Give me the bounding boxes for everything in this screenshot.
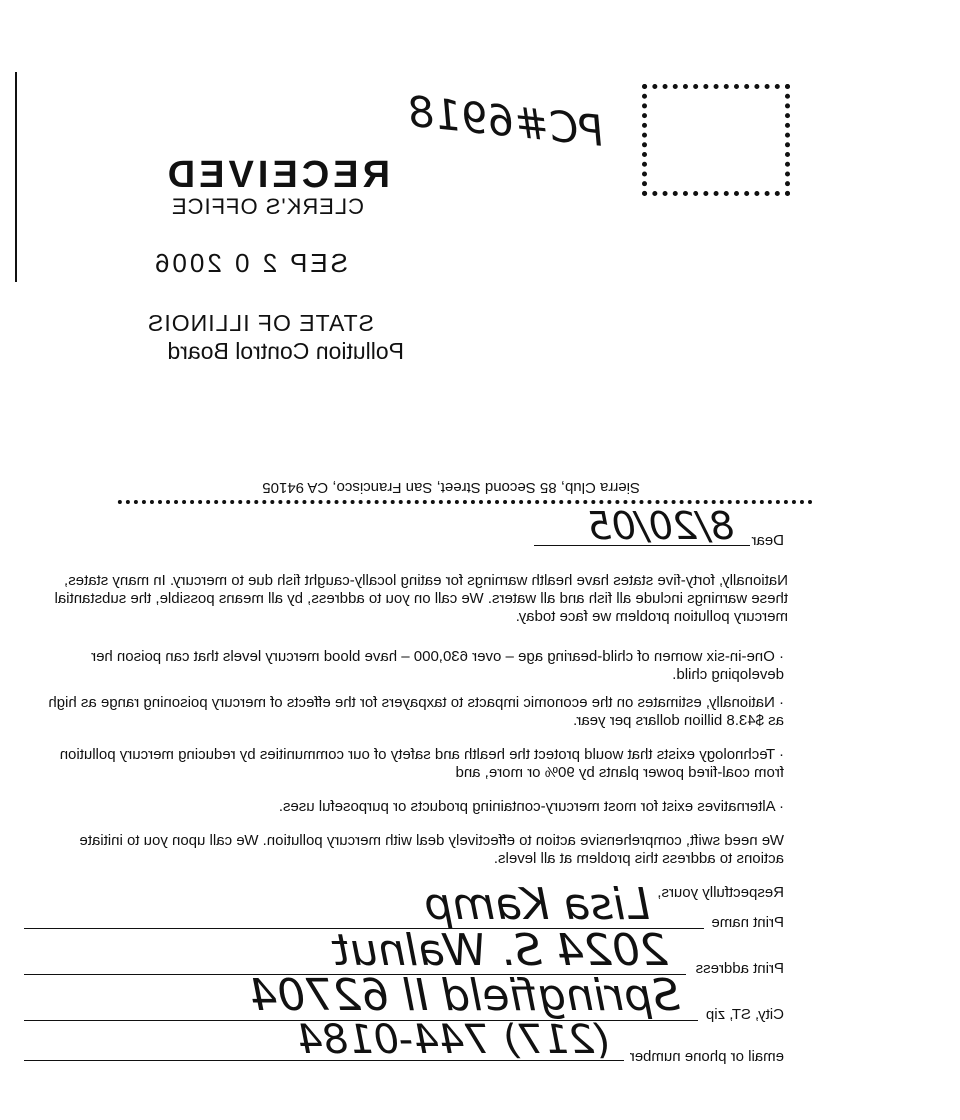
- stamp-state: STATE OF ILLINOIS: [146, 310, 374, 336]
- bullet-one: · One-in-six women of child-bearing age – over 630,000 – have blood mercury levels that can poison her developing child.: [91, 648, 784, 683]
- salutation: Dear: [751, 532, 784, 549]
- stamp-received: RECEIVED: [163, 154, 390, 196]
- sierra-club-address: Sierra Club, 85 Second Street, San Francisco, CA 94105: [262, 479, 640, 496]
- bullet-four: · Alternatives exist for most mercury-containing products or purposeful uses.: [278, 798, 784, 815]
- postage-box: [642, 84, 790, 196]
- handwritten-pc-number: PC#6918: [405, 86, 607, 156]
- handwritten-date: 8/20/05: [587, 504, 734, 548]
- contact-label: email or phone number: [629, 1048, 784, 1065]
- print-name-value[interactable]: Lisa Kamp: [424, 879, 650, 930]
- bullet-two: · Nationally, estimates on the economic impacts to taxpayers for the effects of mercury poisoning range as high as $43.8 billion dollars per year.: [48, 694, 784, 729]
- contact-value[interactable]: (217) 744-0184: [297, 1017, 610, 1063]
- print-address-label: Print address: [695, 960, 784, 977]
- stamp-board: Pollution Control Board: [167, 338, 404, 364]
- city-st-zip-value[interactable]: Springfield Il 62704: [249, 970, 680, 1021]
- stamp-clerks-office: CLERK'S OFFICE: [170, 194, 364, 219]
- closing-paragraph: We need swift, comprehensive action to effectively deal with mercury pollution. We call upon you to initiate actions to address this problem at all levels.: [79, 832, 784, 867]
- stamp-date: SEP 2 0 2006: [152, 248, 348, 278]
- received-stamp: [20, 150, 404, 380]
- signoff: Respectfully yours,: [657, 884, 784, 901]
- print-address-value[interactable]: 2024 S. Walnut: [332, 925, 668, 976]
- bullet-three: · Technology exists that would protect the health and safety of our communities by reducing mercury pollution from coal-fired power plants by 90% or more, and: [59, 746, 784, 781]
- intro-paragraph: Nationally, forty-five states have health warnings for eating locally-caught fish due to mercury. In many states, these warnings include all fish and all waters. We call on you to address, by all means possible, the substantial mercury pollution problem we face today.: [54, 572, 788, 625]
- city-st-zip-label: City, ST, zip: [705, 1006, 784, 1023]
- print-name-label: Print name: [711, 914, 784, 931]
- scan-edge-line: [15, 72, 17, 282]
